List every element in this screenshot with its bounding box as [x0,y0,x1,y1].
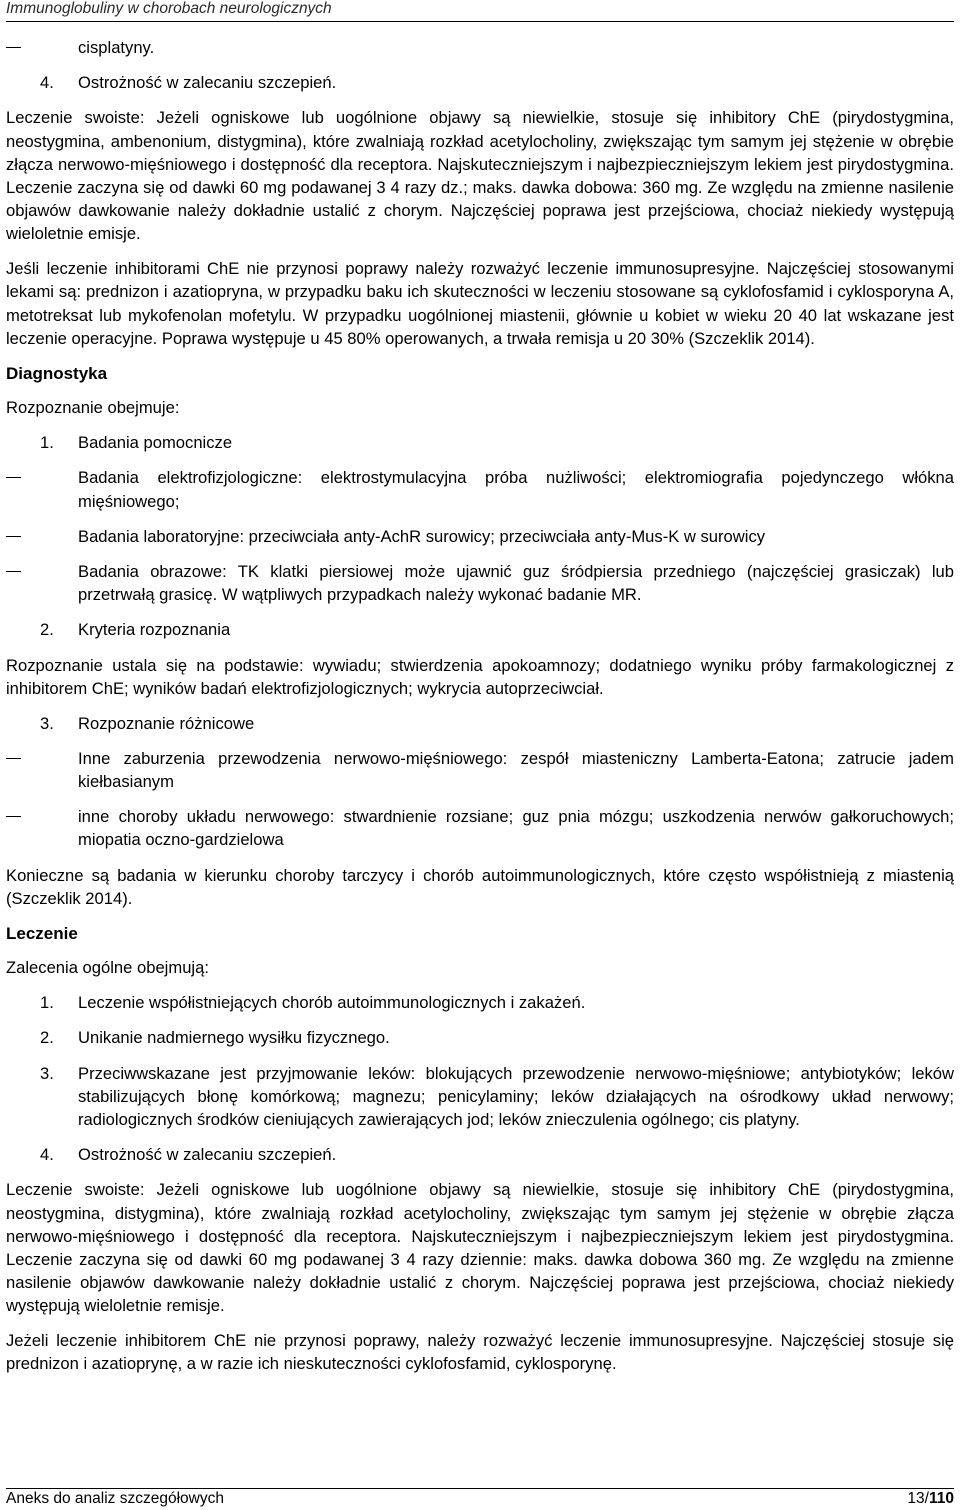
list-item-text: Unikanie nadmiernego wysiłku fizycznego. [78,1028,390,1048]
page-total: 110 [928,1490,954,1507]
subsection-heading [6,431,954,454]
paragraph: Leczenie swoiste: Jeżeli ogniskowe lub uogólnione objawy są niewielkie, stosuje się inhibitory ChE (pirydostygmina, neostygmina, ambenonium, distygmina), które zwalniają rozkład acetylocholiny, zwiększając tym samym jej stężenie w obrębie złącza nerwowo-mięśniowego i dostępność dla receptora. Najskuteczniejszym i najbezpieczniejszym lekiem jest pirydostygmina. Leczenie zaczyna się od dawki 60 mg podawanej 3 4 razy dz.; maks. dawka dobowa: 360 mg. Ze względu na zmienne nasilenie objawów dawkowanie należy dokładnie ustalić z chorym. Najczęściej poprawa jest przejściowa, chociaż niekiedy występują wieloletnie emisje. [6,108,954,244]
list-item [6,36,954,59]
list-item [6,560,954,606]
list-item [6,71,954,94]
subsection-title: Badania pomocnicze [78,433,233,453]
page-number [907,1489,954,1510]
list-item [6,1026,954,1049]
header-title: Immunoglobuliny w chorobach neurologicznych [6,0,332,17]
list-item-text: cisplatyny. [78,38,155,57]
list-item [6,747,954,793]
page-current: 13/ [907,1490,929,1507]
paragraph: Jeśli leczenie inhibitorami ChE nie przynosi poprawy należy rozważyć leczenie immunosupresyjne. Najczęściej stosowanymi lekami są: prednizon i azatiopryna, w przypadku baku ich skuteczności w leczeniu stosowane są cyklofosfamid i cyklosporyna A, metotreksat lub mykofenolan mofetylu. W przypadku uogólnionej miastenii, głównie u kobiet w wieku 20 40 lat wskazane jest leczenie operacyjne. Poprawa występuje u 45 80% operowanych, a trwała remisja u 20 30% (Szczeklik 2014). [6,259,954,348]
list-item-text: Badania elektrofizjologiczne: elektrostymulacyjna próba nużliwości; elektromiografia pojedynczego włókna mięśniowego; [78,468,954,511]
list-number: 1. [40,433,54,453]
list-item-text: inne choroby układu nerwowego: stwardnienie rozsiane; guz pnia mózgu; uszkodzenia nerwów gałkoruchowych; miopatia oczno-gardzielowa [78,807,954,850]
subsection-heading [6,618,954,641]
list-item [6,466,954,512]
list-item [6,1143,954,1166]
paragraph: Leczenie swoiste: Jeżeli ogniskowe lub uogólnione objawy są niewielkie, stosuje się inhibitory ChE (pirydostygmina, neostygmina, distygmina), które zwalniają rozkład acetylocholiny, zwiększając tym samym jej stężenie w obrębie złącza nerwowo-mięśniowego i dostępność dla receptora. Najskuteczniejszym i najbezpieczniejszym lekiem jest pirydostygmina. Leczenie zaczyna się od dawki 60 mg podawanej 3 4 razy dziennie: maks. dawka dobowa 360 mg. Ze względu na zmienne nasilenie objawów dawkowanie należy dokładnie ustalić z chorym. Najczęściej poprawa jest przejściowa, chociaż niekiedy występują wieloletnie remisje. [6,1180,954,1316]
list-number: 2. [40,1028,54,1048]
paragraph: Rozpoznanie ustala się na podstawie: wywiadu; stwierdzenia apokoamnozy; dodatniego wyniku próby farmakologicznej z inhibitorem ChE; wyników badań elektrofizjologicznych; wykrycia autoprzeciwciał. [6,655,954,698]
running-footer [6,1488,954,1510]
page-content [6,36,954,1376]
list-item-text: Badania laboratoryjne: przeciwciała anty-AchR surowicy; przeciwciała anty-Mus-K w surowicy [78,526,766,546]
list-number: 4. [40,73,54,93]
list-item-text: Badania obrazowe: TK klatki piersiowej może ujawnić guz śródpiersia przedniego (najczęściej grasiczak) lub przetrwałą grasicę. W wątpliwych przypadkach należy wykonać badanie MR. [78,562,954,605]
list-item-text: Leczenie współistniejących chorób autoimmunologicznych i zakażeń. [78,993,586,1013]
subsection-title: Rozpoznanie różnicowe [78,713,255,733]
section-heading: Diagnostyka [6,363,108,383]
subsection-heading [6,712,954,735]
list-number: 4. [40,1145,54,1165]
list-item [6,991,954,1014]
paragraph: Zalecenia ogólne obejmują: [6,958,209,978]
list-item-text: Ostrożność w zalecaniu szczepień. [78,1145,337,1165]
list-item-text: Ostrożność w zalecaniu szczepień. [78,73,337,93]
footer-title: Aneks do analiz szczegółowych [6,1490,224,1507]
list-item [6,525,954,548]
list-item [6,805,954,851]
list-number: 3. [40,1063,54,1083]
list-item-text: Przeciwwskazane jest przyjmowanie leków: blokujących przewodzenie nerwowo-mięśniowe; antybiotyków; leków stabilizujących błonę komórkową; magnezu; penicylaminy; leków działających na ośrodkowy układ nerwowy; radiologicznych środków cieniujących zawierających jod; leków znieczulenia ogólnego; cis platyny. [78,1063,954,1130]
list-item-text: Inne zaburzenia przewodzenia nerwowo-mięśniowego: zespół miasteniczny Lamberta-Eatona; zatrucie jadem kiełbasianym [78,748,954,792]
list-number: 2. [40,620,54,640]
subsection-title: Kryteria rozpoznania [78,620,231,640]
list-number: 3. [40,713,54,733]
list-number: 1. [40,993,54,1013]
section-heading: Leczenie [6,923,78,943]
running-header [6,0,954,22]
paragraph: Rozpoznanie obejmuje: [6,398,180,418]
list-item [6,1062,954,1132]
paragraph: Jeżeli leczenie inhibitorem ChE nie przynosi poprawy, należy rozważyć leczenie immunosupresyjne. Najczęściej stosuje się prednizon i azatioprynę, a w razie ich nieskuteczności cyklofosfamid, cyklosporynę. [6,1331,954,1374]
paragraph: Konieczne są badania w kierunku choroby tarczycy i chorób autoimmunologicznych, które często współistnieją z miastenią (Szczeklik 2014). [6,865,954,908]
